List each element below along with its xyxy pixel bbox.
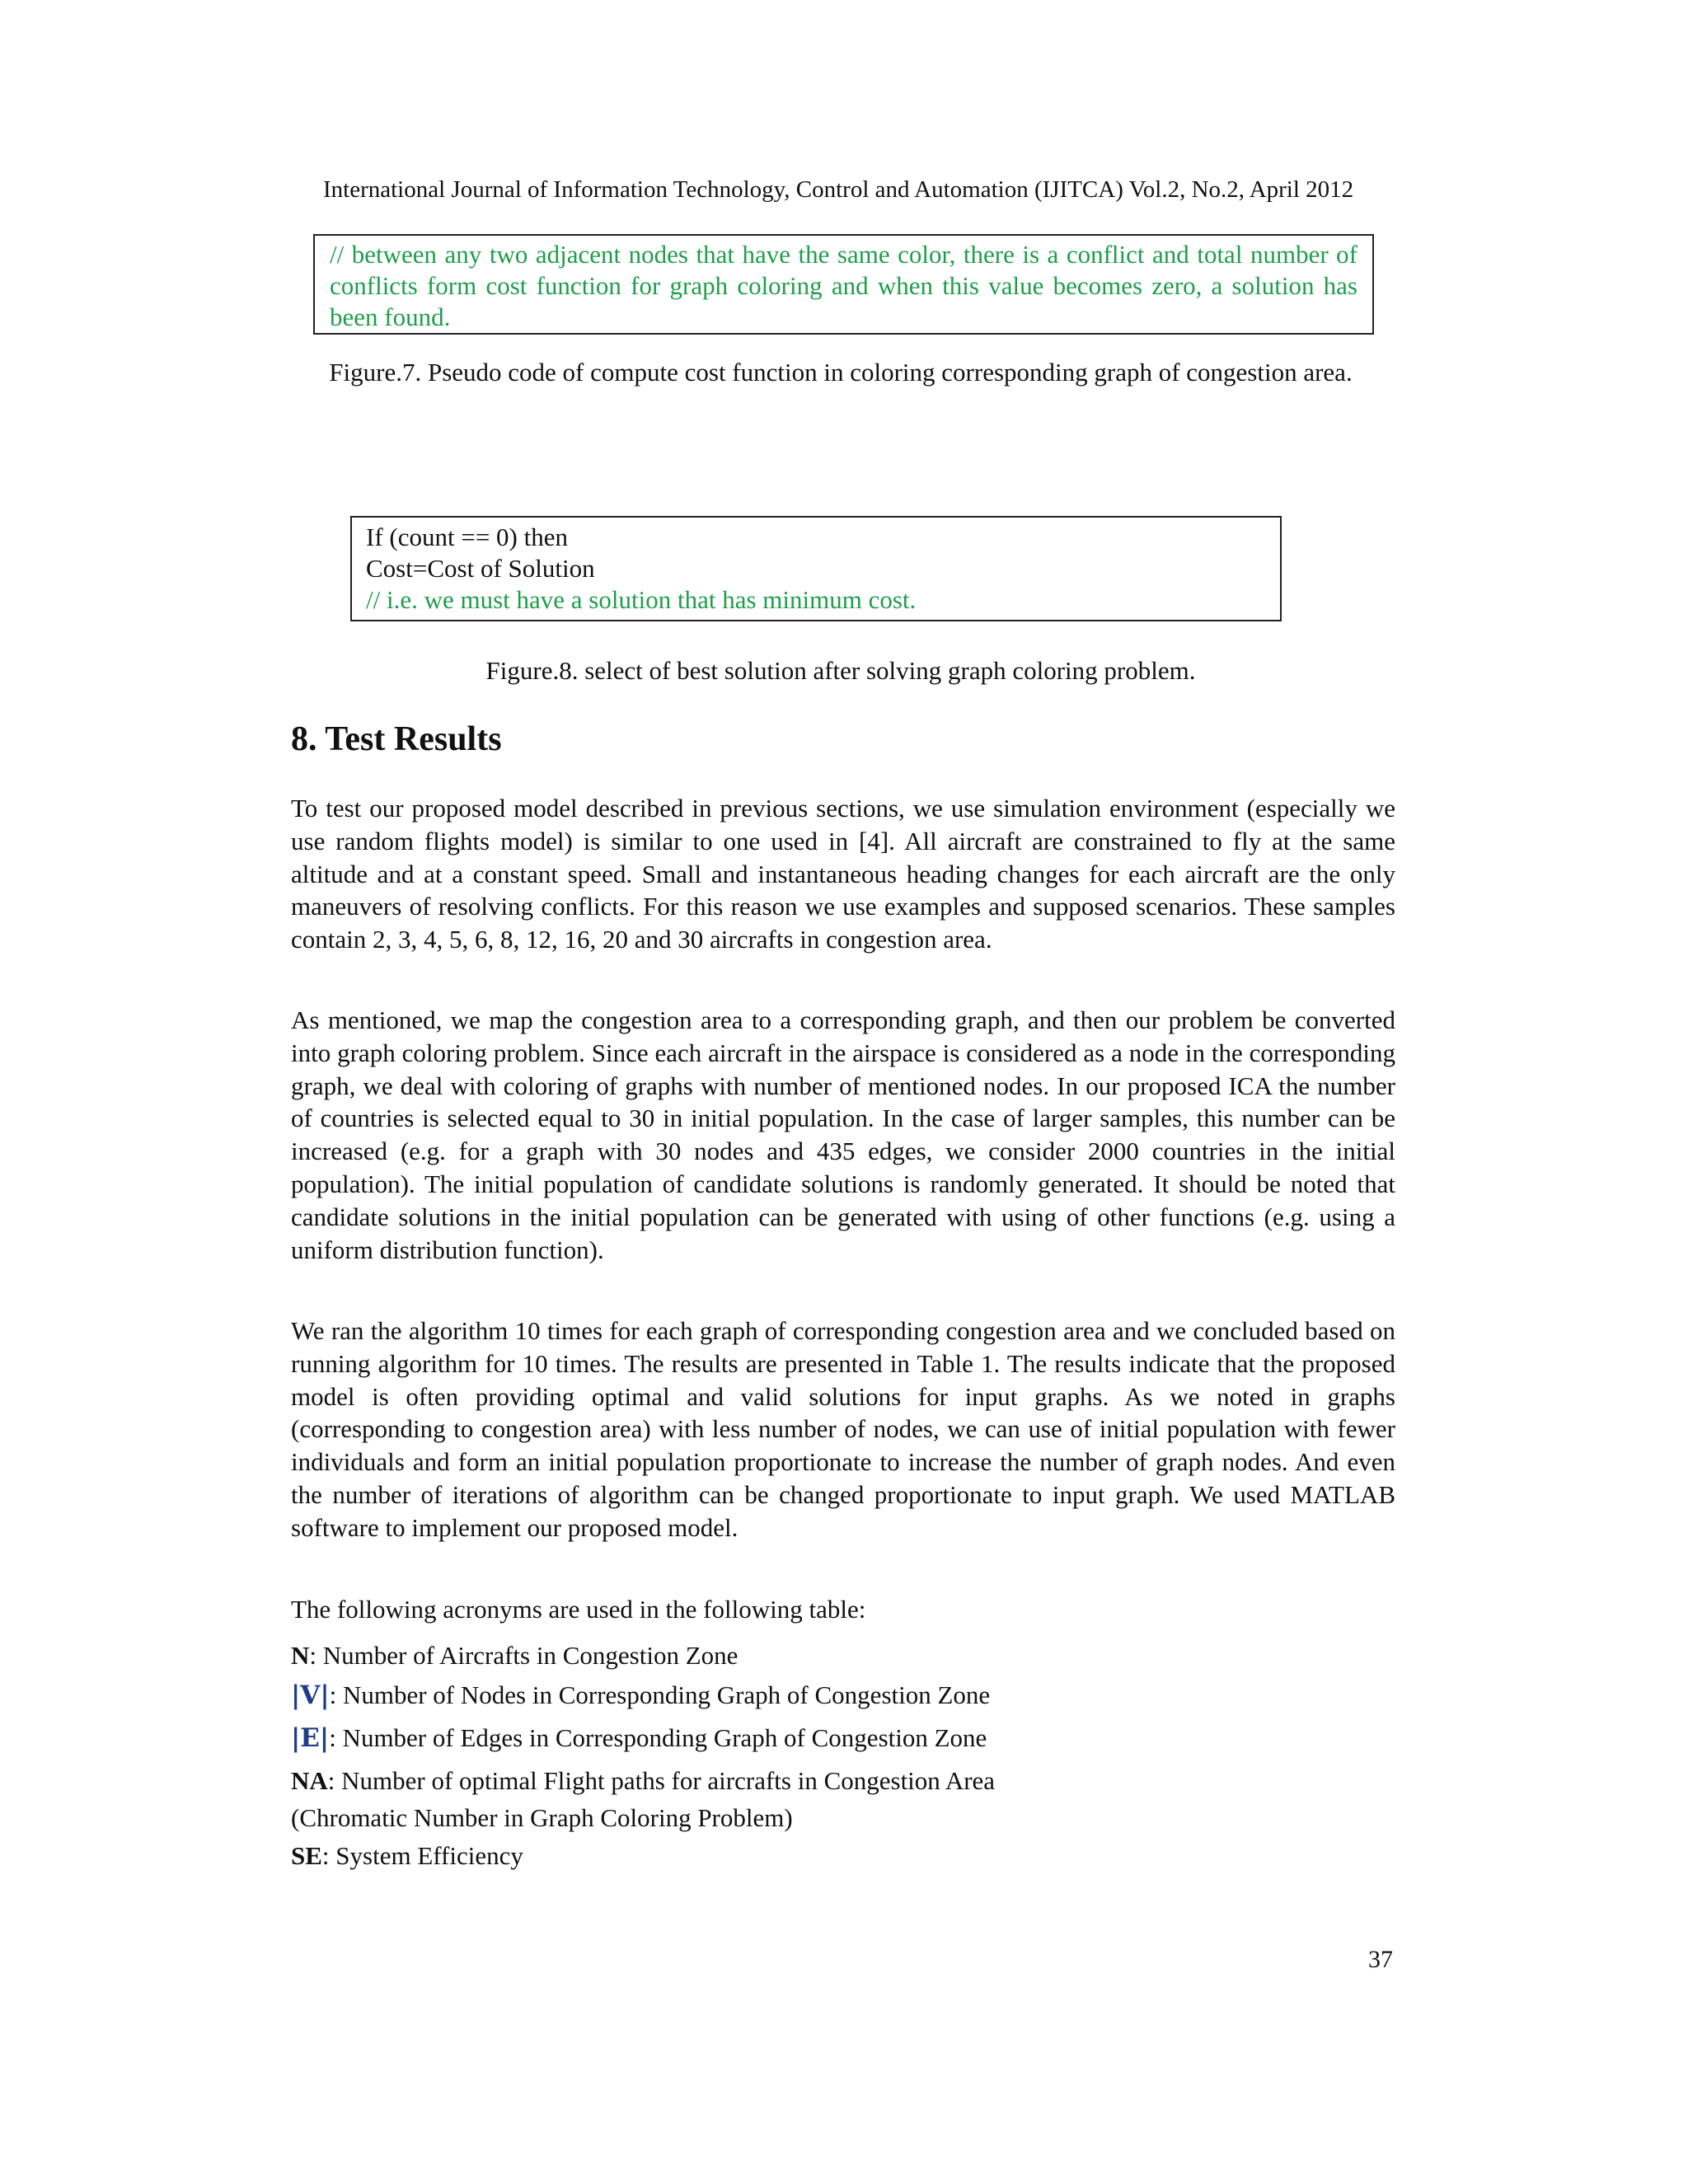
- acronym-item-n: [291, 1640, 738, 1671]
- figure-7-code-comment: // between any two adjacent nodes that have the same color, there is a conflict and total number of conflicts form cost function for graph coloring and when this value becomes zero, a solution has been found.: [330, 240, 1357, 331]
- figure-7-code-box: [313, 234, 1374, 335]
- acronym-continuation: (Chromatic Number in Graph Coloring Problem): [291, 1803, 793, 1832]
- acronym-item-na: [291, 1765, 995, 1797]
- section-heading: 8. Test Results: [291, 720, 502, 758]
- running-header: International Journal of Information Technology, Control and Automation (IJITCA) Vol.2, No.2, April 2012: [323, 176, 1354, 203]
- acronym-definition: : Number of Nodes in Corresponding Graph of Congestion Zone: [329, 1680, 991, 1709]
- acronym-definition: : Number of optimal Flight paths for aircrafts in Congestion Area: [327, 1766, 996, 1795]
- page-number: 37: [1368, 1946, 1393, 1973]
- acronym-term: NA: [291, 1766, 328, 1795]
- acronym-item-se: [291, 1840, 523, 1872]
- acronym-definition: : Number of Edges in Corresponding Graph of Congestion Zone: [329, 1723, 987, 1752]
- acronym-term: |E|: [291, 1723, 330, 1753]
- acronym-term: SE: [291, 1841, 322, 1870]
- body-paragraph: We ran the algorithm 10 times for each graph of corresponding congestion area and we concluded based on running algorithm for 10 times. The results are presented in Table 1. The results indicate that the proposed model is often providing optimal and valid solutions for input graphs. As we noted in graphs (corresponding to congestion area) with less number of nodes, we can use of initial population with fewer individuals and form an initial population proportionate to increase the number of graph nodes. And even the number of iterations of algorithm can be changed proportionate to input graph. We used MATLAB software to implement our proposed model.: [291, 1316, 1395, 1542]
- acronym-definition: : System Efficiency: [321, 1841, 523, 1870]
- figure-7-caption: Figure.7. Pseudo code of compute cost function in coloring corresponding graph of congestion area.: [329, 358, 1353, 387]
- acronym-item-e: [291, 1722, 987, 1754]
- body-paragraph: The following acronyms are used in the following table:: [291, 1595, 866, 1624]
- figure-8-code-comment: // i.e. we must have a solution that has minimum cost.: [366, 585, 917, 614]
- body-paragraph: As mentioned, we map the congestion area to a corresponding graph, and then our problem be converted into graph coloring problem. Since each aircraft in the airspace is considered as a node in the corresponding graph, we deal with coloring of graphs with number of mentioned nodes. In our proposed ICA the number of countries is selected equal to 30 in initial population. In the case of larger samples, this number can be increased (e.g. for a graph with 30 nodes and 435 edges, we consider 2000 countries in the initial population). The initial population of candidate solutions is randomly generated. It should be noted that candidate solutions in the initial population can be generated with using of other functions (e.g. using a uniform distribution function).: [291, 1005, 1395, 1264]
- acronym-term: N: [291, 1641, 310, 1670]
- acronym-definition: : Number of Aircrafts in Congestion Zone: [309, 1641, 738, 1670]
- body-paragraph: To test our proposed model described in previous sections, we use simulation environment (especially we use random flights model) is similar to one used in [4]. All aircraft are constrained to fly at the same altitude and at a constant speed. Small and instantaneous heading changes for each aircraft are the only maneuvers of resolving conflicts. For this reason we use examples and supposed scenarios. These samples contain 2, 3, 4, 5, 6, 8, 12, 16, 20 and 30 aircrafts in congestion area.: [291, 794, 1395, 954]
- acronym-term: |V|: [291, 1680, 330, 1710]
- figure-8-caption: Figure.8. select of best solution after solving graph coloring problem.: [485, 656, 1196, 685]
- figure-8-code-line: Cost=Cost of Solution: [366, 554, 595, 583]
- figure-8-code-line: If (count == 0) then: [366, 523, 569, 551]
- acronym-item-v: [291, 1680, 990, 1711]
- figure-8-code-box: [350, 516, 1282, 621]
